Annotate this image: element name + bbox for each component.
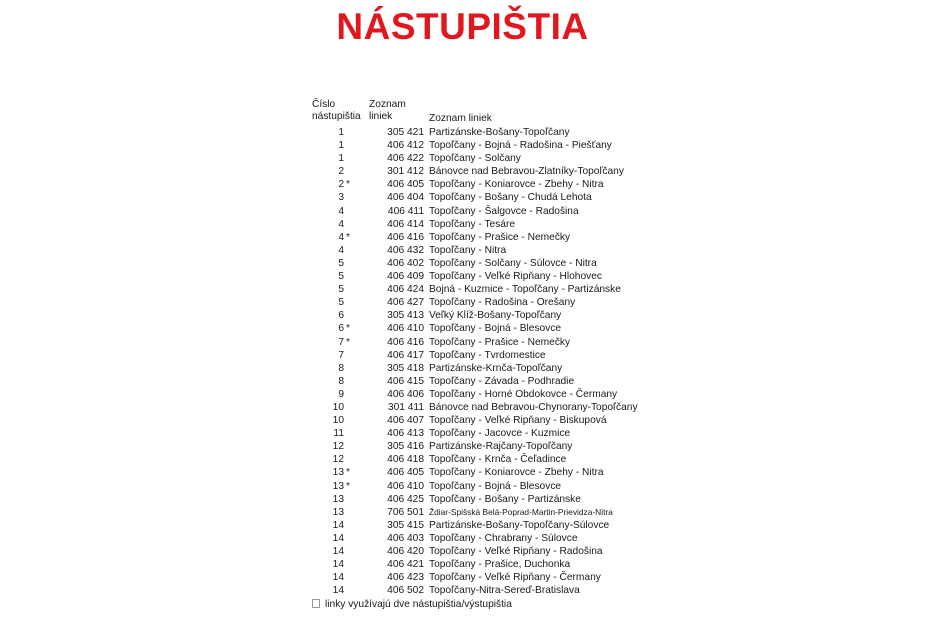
line-code: 406 405 bbox=[387, 179, 424, 191]
line-code: 406 502 bbox=[387, 585, 424, 597]
line-route: Topoľčany - Veľké Ripňany - Čermany bbox=[429, 572, 601, 584]
table-row bbox=[312, 309, 562, 322]
line-code: 406 414 bbox=[387, 218, 424, 230]
table-row bbox=[312, 480, 562, 493]
footnote-text: linky využívajú dve nástupištia/výstupištia bbox=[325, 599, 512, 611]
line-code: 406 405 bbox=[387, 467, 424, 479]
line-code: 406 412 bbox=[387, 140, 424, 152]
platform-number: 14 bbox=[332, 572, 344, 584]
dual-platform-marker: * bbox=[346, 336, 350, 348]
table-row bbox=[312, 205, 579, 218]
line-code: 406 420 bbox=[387, 546, 424, 557]
table-row bbox=[312, 440, 573, 453]
table-row bbox=[312, 506, 613, 519]
line-code: 406 409 bbox=[387, 271, 424, 283]
line-route: Topoľčany - Solčany bbox=[429, 153, 521, 165]
table-row bbox=[312, 231, 571, 244]
line-code: 406 404 bbox=[387, 192, 424, 204]
platform-number: 8 bbox=[338, 362, 344, 374]
platform-number: 10 bbox=[332, 415, 344, 427]
table-row bbox=[312, 414, 607, 427]
table-row bbox=[312, 453, 567, 466]
platform-number: 5 bbox=[338, 284, 344, 296]
line-code: 406 403 bbox=[387, 532, 424, 544]
line-code: 406 407 bbox=[387, 415, 424, 427]
line-code: 406 406 bbox=[387, 388, 424, 400]
platform-number: 9 bbox=[338, 388, 344, 400]
dual-platform-marker: * bbox=[346, 323, 350, 335]
line-code: 406 410 bbox=[387, 323, 424, 335]
dual-platform-marker: * bbox=[346, 467, 350, 479]
table-row bbox=[312, 178, 604, 191]
table-row bbox=[312, 218, 516, 231]
header-line-list-line1: Zoznam bbox=[369, 99, 406, 110]
line-route: Topoľčany - Prašice - Nemečky bbox=[429, 336, 571, 348]
platform-number: 2 bbox=[338, 166, 344, 178]
table-row bbox=[312, 401, 638, 414]
line-code: 406 416 bbox=[387, 336, 424, 348]
line-route: Partizánske-Krnča-Topoľčany bbox=[429, 362, 563, 374]
table-row bbox=[312, 139, 612, 152]
table-row bbox=[312, 519, 610, 532]
platform-number: 14 bbox=[332, 532, 344, 544]
table-row bbox=[312, 349, 546, 362]
header-platform-number bbox=[312, 99, 361, 123]
line-code: 406 413 bbox=[387, 428, 424, 440]
platform-number: 5 bbox=[338, 271, 344, 283]
line-route: Topoľčany - Horné Obdokovce - Čermany bbox=[429, 388, 618, 400]
platform-number: 13 bbox=[332, 480, 344, 492]
table-row bbox=[312, 336, 571, 349]
line-route: Topoľčany - Tesáre bbox=[429, 218, 516, 230]
line-route: Topoľčany - Závada - Podhradie bbox=[429, 375, 575, 387]
line-code: 305 413 bbox=[387, 310, 424, 322]
line-route: Topoľčany - Bojná - Blesovce bbox=[429, 323, 562, 335]
line-route: Topoľčany - Prašice, Duchonka bbox=[429, 559, 571, 571]
line-code: 706 501 bbox=[387, 506, 424, 518]
platform-number: 4 bbox=[338, 205, 344, 217]
line-route: Partizánske-Bošany-Topoľčany bbox=[429, 127, 570, 138]
line-route: Topoľčany - Tvrdomestice bbox=[429, 349, 546, 361]
line-code: 406 424 bbox=[387, 284, 424, 296]
line-code: 406 410 bbox=[387, 480, 424, 492]
dual-platform-marker: * bbox=[346, 480, 350, 492]
table-row bbox=[312, 283, 621, 296]
platform-number: 13 bbox=[332, 506, 344, 518]
platform-number: 4 bbox=[338, 231, 344, 243]
platform-number: 13 bbox=[332, 493, 344, 505]
platform-number: 14 bbox=[332, 585, 344, 597]
platform-number: 10 bbox=[332, 401, 344, 413]
line-route: Topoľčany - Bojná - Blesovce bbox=[429, 480, 562, 492]
table-row bbox=[312, 558, 571, 571]
page-title: NÁSTUPIŠTIA bbox=[336, 6, 589, 47]
line-route: Topoľčany - Bošany - Partizánske bbox=[429, 493, 581, 505]
table-row bbox=[312, 466, 604, 479]
platform-number: 12 bbox=[332, 441, 344, 453]
dual-platform-marker: * bbox=[346, 231, 350, 243]
platform-number: 1 bbox=[338, 127, 344, 138]
line-route: Topoľčany - Veľké Ripňany - Hlohovec bbox=[429, 271, 602, 283]
table-row bbox=[312, 362, 563, 375]
line-code: 406 417 bbox=[387, 349, 424, 361]
platform-number: 11 bbox=[333, 428, 344, 440]
platform-number: 3 bbox=[338, 192, 344, 204]
table-row bbox=[312, 244, 512, 257]
table-row bbox=[312, 126, 570, 139]
line-code: 406 411 bbox=[387, 205, 424, 217]
line-route: Topoľčany - Chrabrany - Súlovce bbox=[429, 532, 578, 544]
line-code: 301 411 bbox=[387, 401, 424, 413]
line-route: Topoľčany-Nitra-Sereď-Bratislava bbox=[429, 585, 580, 597]
table-row bbox=[312, 545, 603, 558]
header-line-names: Zoznam liniek bbox=[429, 113, 492, 124]
line-code: 406 421 bbox=[387, 559, 424, 571]
line-route: Topoľčany - Radošina - Orešany bbox=[429, 297, 576, 309]
line-code: 305 416 bbox=[387, 441, 424, 453]
line-route: Topoľčany - Veľké Ripňany - Biskupová bbox=[429, 415, 607, 427]
line-route: Topoľčany - Bojná - Radošina - Piešťany bbox=[429, 140, 612, 152]
table-row bbox=[312, 388, 618, 401]
platform-table bbox=[312, 99, 638, 611]
table-row bbox=[312, 270, 602, 283]
table-row bbox=[312, 322, 562, 335]
line-route: Topoľčany - Krnča - Čeľadince bbox=[429, 454, 567, 466]
line-route: Topoľčany - Prašice - Nemečky bbox=[429, 231, 571, 243]
table-row bbox=[312, 257, 597, 270]
platform-number: 4 bbox=[338, 218, 344, 230]
line-route: Partizánske-Rajčany-Topoľčany bbox=[429, 441, 573, 453]
platform-number: 14 bbox=[332, 546, 344, 557]
footnote bbox=[312, 598, 512, 611]
platform-number: 14 bbox=[332, 559, 344, 571]
table-row bbox=[312, 375, 575, 388]
platform-number: 7 bbox=[338, 349, 344, 361]
footnote-symbol-icon bbox=[312, 599, 320, 608]
line-route: Topoľčany - Nitra bbox=[429, 244, 507, 256]
header-platform-number-line1: Číslo bbox=[312, 99, 336, 110]
platform-number: 12 bbox=[332, 454, 344, 466]
line-code: 301 412 bbox=[387, 166, 424, 178]
platform-number: 13 bbox=[332, 467, 344, 479]
line-route: Partizánske-Bošany-Topoľčany-Súlovce bbox=[429, 519, 610, 531]
table-row bbox=[312, 532, 578, 545]
line-route: Veľký Klíž-Bošany-Topoľčany bbox=[429, 310, 562, 322]
header-platform-number-line2: nástupištia bbox=[312, 111, 361, 122]
table-row bbox=[312, 296, 576, 309]
platform-number: 7 bbox=[338, 336, 344, 348]
line-route: Topoľčany - Bošany - Chudá Lehota bbox=[429, 192, 592, 204]
table-body bbox=[312, 126, 638, 597]
line-code: 406 402 bbox=[387, 257, 424, 269]
line-route: Ždiar-Spišská Belá-Poprad-Martin-Prievidza-Nitra bbox=[429, 506, 613, 517]
line-code: 406 415 bbox=[387, 375, 424, 387]
platform-number: 6 bbox=[338, 310, 344, 322]
line-code: 406 423 bbox=[387, 572, 424, 584]
table-row bbox=[312, 165, 624, 178]
table-row bbox=[312, 191, 592, 204]
platform-number: 2 bbox=[338, 179, 344, 191]
line-code: 305 421 bbox=[387, 127, 424, 138]
line-code: 406 418 bbox=[387, 454, 424, 466]
line-route: Topoľčany - Jacovce - Kuzmice bbox=[429, 428, 571, 440]
line-route: Topoľčany - Solčany - Súlovce - Nitra bbox=[429, 257, 597, 269]
platform-number: 1 bbox=[338, 140, 344, 152]
platform-number: 4 bbox=[338, 244, 344, 256]
line-route: Bánovce nad Bebravou-Chynorany-Topoľčany bbox=[429, 401, 638, 413]
platform-number: 5 bbox=[338, 297, 344, 309]
line-code: 305 418 bbox=[387, 362, 424, 374]
line-route: Topoľčany - Koniarovce - Zbehy - Nitra bbox=[429, 467, 604, 479]
platform-number: 1 bbox=[338, 153, 344, 165]
table-header bbox=[312, 99, 512, 126]
header-line-list-line2: liniek bbox=[369, 111, 393, 122]
platform-number: 8 bbox=[338, 375, 344, 387]
line-code: 406 427 bbox=[387, 297, 424, 309]
line-code: 305 415 bbox=[387, 519, 424, 531]
table-row bbox=[312, 152, 521, 165]
platform-number: 14 bbox=[332, 519, 344, 531]
line-route: Topoľčany - Šalgovce - Radošina bbox=[429, 205, 579, 217]
line-code: 406 422 bbox=[387, 153, 424, 165]
platform-number: 5 bbox=[338, 257, 344, 269]
dual-platform-marker: * bbox=[346, 179, 350, 191]
line-code: 406 425 bbox=[387, 493, 424, 505]
table-row bbox=[312, 427, 571, 440]
line-route: Topoľčany - Koniarovce - Zbehy - Nitra bbox=[429, 179, 604, 191]
line-route: Bojná - Kuzmice - Topoľčany - Partizánske bbox=[429, 284, 621, 296]
table-row bbox=[312, 493, 581, 506]
table-row bbox=[312, 584, 580, 597]
platform-number: 6 bbox=[338, 323, 344, 335]
line-code: 406 432 bbox=[387, 244, 424, 256]
line-route: Topoľčany - Veľké Ripňany - Radošina bbox=[429, 546, 603, 557]
line-code: 406 416 bbox=[387, 231, 424, 243]
header-line-list bbox=[369, 99, 406, 123]
line-route: Bánovce nad Bebravou-Zlatníky-Topoľčany bbox=[429, 166, 624, 178]
table-row bbox=[312, 571, 601, 584]
